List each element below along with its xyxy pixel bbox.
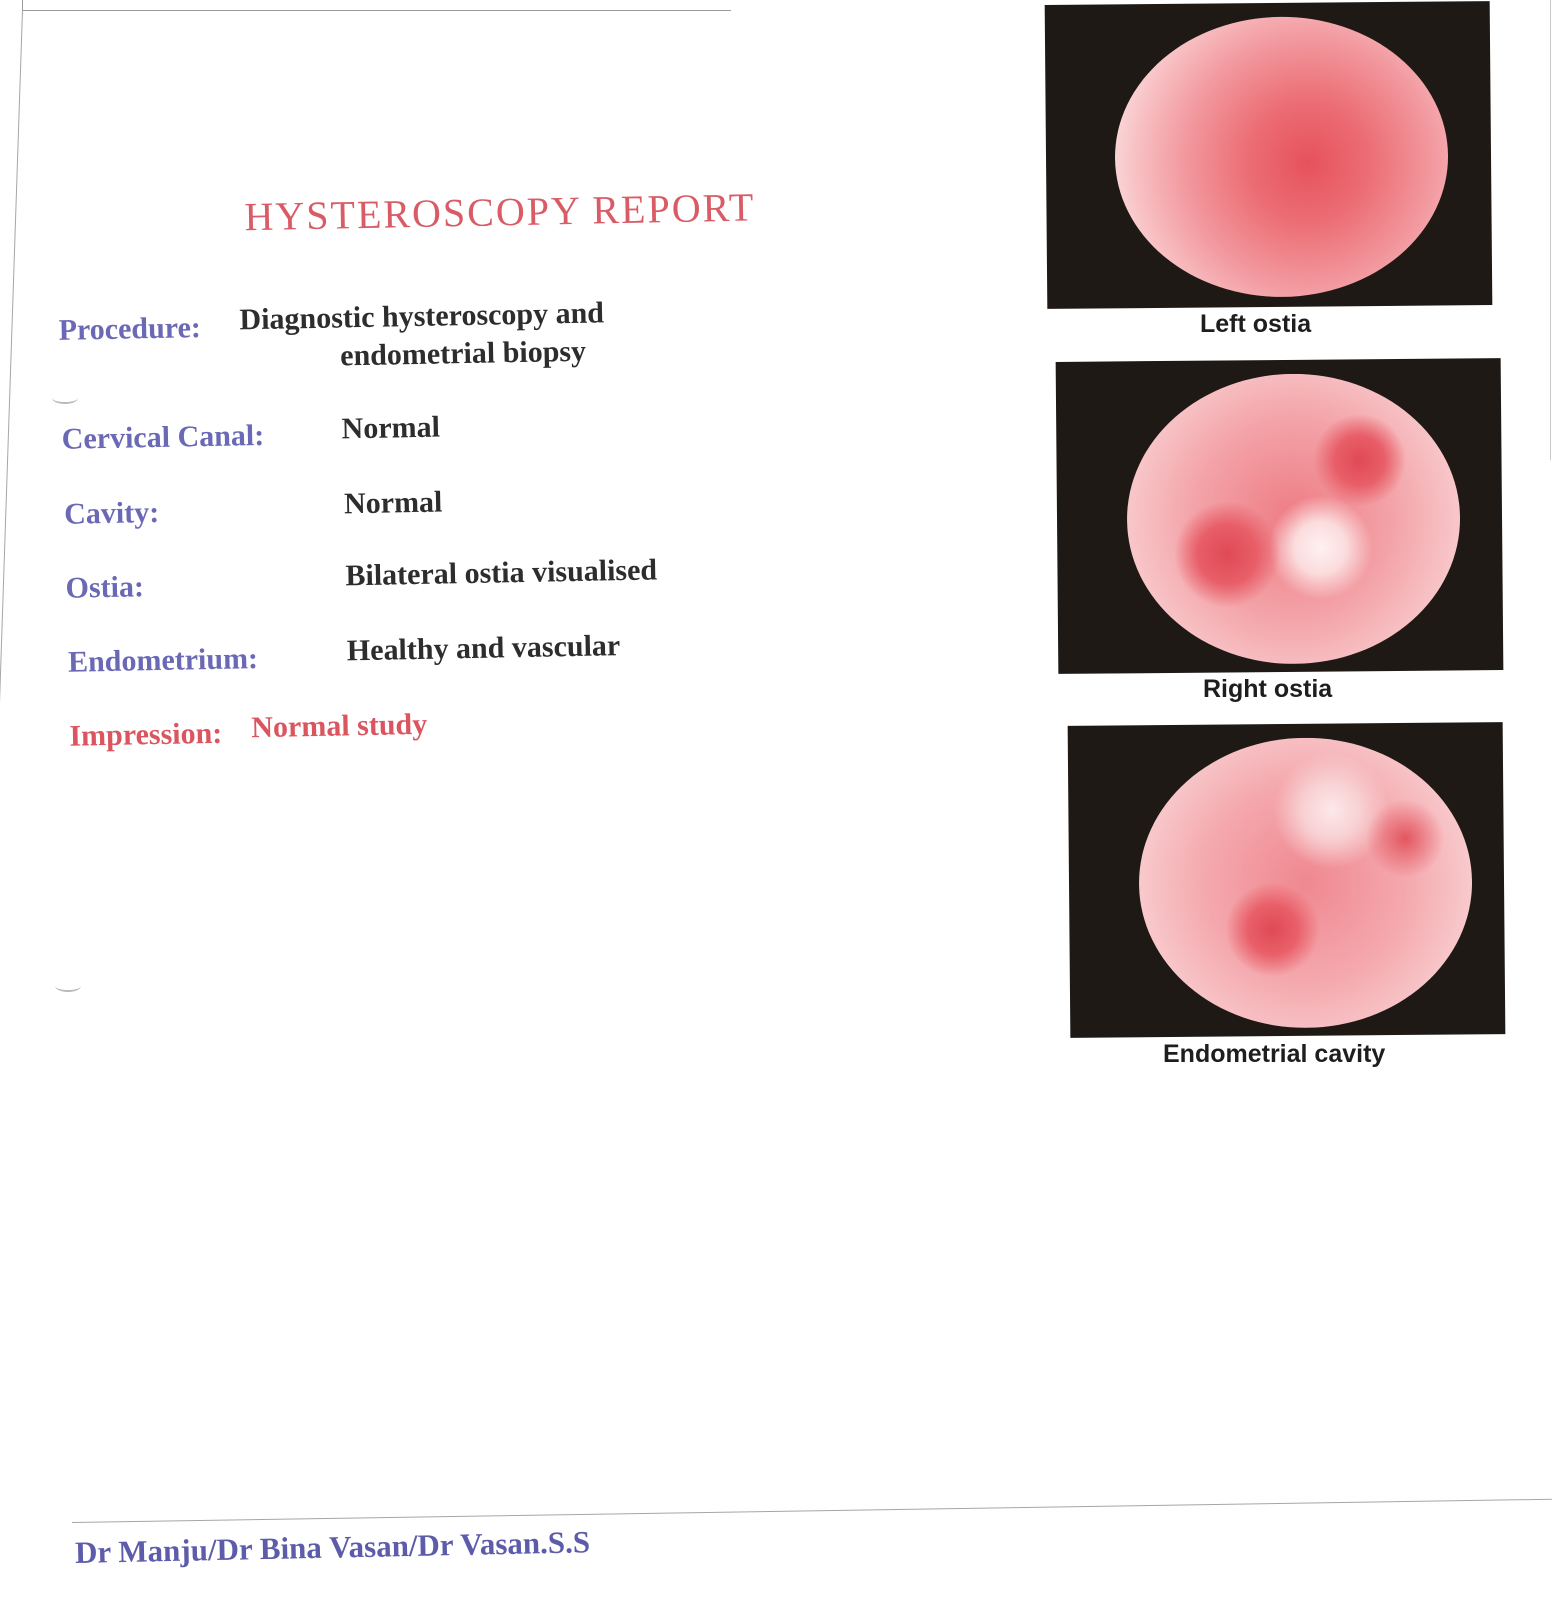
endometrium-label: Endometrium: [67, 642, 259, 679]
scope-view [1114, 15, 1449, 298]
cervical-canal-value: Normal [341, 410, 441, 446]
page-border-right [1550, 0, 1551, 460]
impression-value: Normal study [251, 707, 428, 745]
impression-label: Impression: [69, 716, 223, 753]
left-ostia-photo [1045, 1, 1493, 309]
cervical-canal-label: Cervical Canal: [61, 418, 265, 456]
doctor-signature-line: Dr Manju/Dr Bina Vasan/Dr Vasan.S.S [74, 1524, 591, 1570]
caption-right-ostia: Right ostia [1203, 675, 1333, 703]
caption-endometrial-cavity: Endometrial cavity [1163, 1040, 1386, 1068]
endometrial-cavity-photo [1068, 722, 1506, 1038]
ostia-value: Bilateral ostia visualised [345, 553, 658, 593]
procedure-value-line2: endometrial biopsy [339, 334, 587, 373]
scope-view [1138, 736, 1474, 1029]
cavity-value: Normal [343, 485, 443, 521]
cavity-label: Cavity: [63, 495, 160, 531]
endometrium-value: Healthy and vascular [346, 629, 621, 668]
scope-view [1126, 372, 1462, 665]
report-title: HYSTEROSCOPY REPORT [244, 184, 756, 240]
right-ostia-photo [1056, 358, 1504, 674]
procedure-value-line1: Diagnostic hysteroscopy and [239, 296, 605, 337]
procedure-label: Procedure: [58, 311, 202, 347]
ostia-label: Ostia: [65, 570, 145, 605]
caption-left-ostia: Left ostia [1200, 310, 1312, 338]
